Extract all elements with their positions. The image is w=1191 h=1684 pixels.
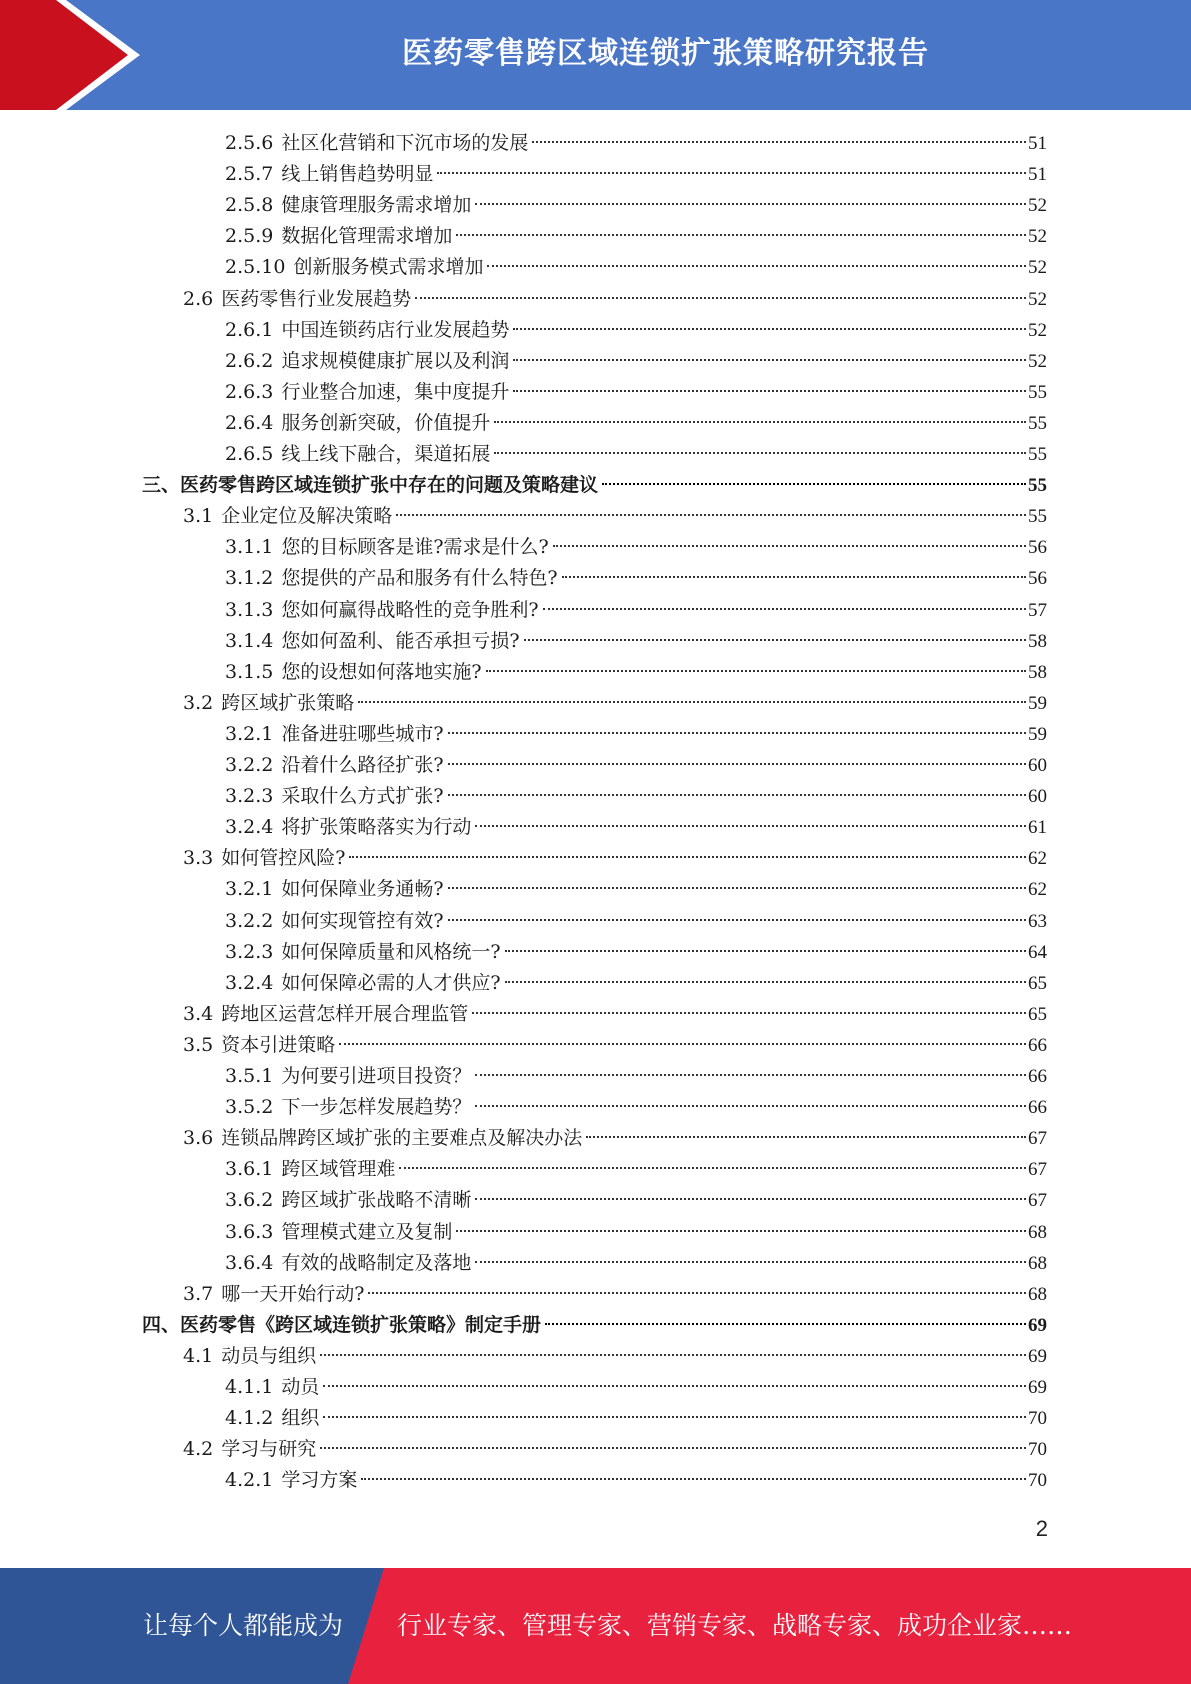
toc-dot-leader xyxy=(532,141,1026,143)
toc-entry[interactable] xyxy=(225,1061,1047,1092)
toc-entry-title: 创新服务模式需求增加 xyxy=(293,256,484,279)
toc-entry-title: 您提供的产品和服务有什么特色? xyxy=(281,567,558,590)
toc-entry-number: 3.2.4 xyxy=(225,816,274,839)
toc-entry[interactable] xyxy=(225,812,1047,843)
toc-dot-leader xyxy=(487,265,1026,267)
toc-entry-title: 如何保障必需的人才供应? xyxy=(281,971,501,994)
toc-entry-page: 62 xyxy=(1028,879,1047,901)
toc-entry-number: 3.6.3 xyxy=(225,1220,274,1243)
toc-entry-title: 学习与研究 xyxy=(221,1438,317,1461)
toc-entry-number: 3.5.1 xyxy=(225,1065,274,1087)
toc-entry-page: 60 xyxy=(1028,786,1047,808)
toc-dot-leader xyxy=(586,1136,1026,1138)
toc-entry-page: 52 xyxy=(1028,288,1047,310)
toc-dot-leader xyxy=(494,421,1026,423)
toc-entry-page: 67 xyxy=(1028,1190,1047,1212)
toc-entry[interactable] xyxy=(225,874,1047,905)
toc-entry[interactable] xyxy=(142,470,1047,501)
toc-entry-number: 3.1 xyxy=(183,505,214,528)
toc-entry-number: 2.5.8 xyxy=(225,194,274,217)
toc-entry-page: 65 xyxy=(1028,972,1047,994)
toc-entry-page: 65 xyxy=(1028,1003,1047,1025)
toc-entry[interactable] xyxy=(225,1154,1047,1185)
toc-dot-leader xyxy=(543,608,1026,610)
toc-entry-title: 跨区域扩张策略 xyxy=(221,691,355,714)
report-title: 医药零售跨区域连锁扩张策略研究报告 xyxy=(402,36,929,71)
toc-entry[interactable] xyxy=(225,128,1047,159)
toc-dot-leader xyxy=(475,825,1026,827)
toc-entry[interactable] xyxy=(183,1279,1047,1310)
toc-entry-number: 4.1.1 xyxy=(225,1376,274,1398)
toc-entry-number: 2.6 xyxy=(183,287,214,310)
toc-entry[interactable] xyxy=(225,315,1047,346)
toc-dot-leader xyxy=(349,856,1026,858)
toc-entry-title: 资本引进策略 xyxy=(221,1033,336,1056)
toc-entry-number: 4.2.1 xyxy=(225,1469,274,1492)
toc-entry-number: 3.6.1 xyxy=(225,1158,274,1181)
toc-entry-page: 59 xyxy=(1028,723,1047,745)
toc-entry-page: 70 xyxy=(1028,1439,1047,1461)
toc-dot-leader xyxy=(475,1074,1026,1076)
footer-slogan-right: 行业专家、管理专家、营销专家、战略专家、成功企业家…… xyxy=(397,1611,1073,1640)
toc-entry-title: 行业整合加速，集中度提升 xyxy=(281,380,510,403)
toc-entry[interactable] xyxy=(183,688,1047,719)
toc-dot-leader xyxy=(513,328,1026,330)
toc-entry-page: 56 xyxy=(1028,568,1047,590)
toc-entry-page: 62 xyxy=(1028,848,1047,870)
toc-entry-number: 2.5.6 xyxy=(225,132,274,154)
toc-entry-number: 4.1.2 xyxy=(225,1407,274,1430)
toc-entry-page: 68 xyxy=(1028,1252,1047,1274)
toc-entry-page: 57 xyxy=(1028,599,1047,621)
toc-entry-page: 52 xyxy=(1028,257,1047,279)
toc-dot-leader xyxy=(472,1012,1026,1014)
toc-dot-leader xyxy=(448,887,1026,889)
toc-entry[interactable] xyxy=(225,906,1047,937)
toc-dot-leader xyxy=(448,732,1026,734)
toc-dot-leader xyxy=(368,1292,1026,1294)
toc-dot-leader xyxy=(562,576,1026,578)
toc-entry-page: 55 xyxy=(1028,412,1047,434)
toc-entry[interactable] xyxy=(183,843,1047,874)
toc-entry[interactable] xyxy=(225,1465,1047,1496)
toc-dot-leader xyxy=(361,1478,1026,1480)
toc-dot-leader xyxy=(545,1323,1026,1325)
toc-entry-number: 3.5 xyxy=(183,1033,214,1056)
toc-dot-leader xyxy=(505,981,1026,983)
toc-dot-leader xyxy=(437,172,1026,174)
toc-entry-page: 69 xyxy=(1028,1345,1047,1367)
toc-entry-title: 追求规模健康扩展以及利润 xyxy=(281,349,510,372)
page-number: 2 xyxy=(1035,1516,1048,1541)
toc-entry-title: 您如何盈利、能否承担亏损? xyxy=(281,629,520,652)
toc-entry-number: 3.3 xyxy=(183,847,214,870)
toc-dot-leader xyxy=(524,639,1026,641)
toc-entry-number: 2.6.1 xyxy=(225,318,274,341)
toc-entry-page: 67 xyxy=(1028,1159,1047,1181)
toc-entry[interactable] xyxy=(142,1310,1047,1341)
toc-entry-page: 69 xyxy=(1028,1314,1047,1336)
toc-entry-page: 66 xyxy=(1028,1034,1047,1056)
toc-entry-number: 3.2.3 xyxy=(225,785,274,808)
toc-entry[interactable] xyxy=(225,595,1047,626)
toc-dot-leader xyxy=(448,919,1026,921)
toc-entry-title: 下一步怎样发展趋势？ xyxy=(281,1096,472,1119)
toc-dot-leader xyxy=(323,1385,1026,1387)
toc-dot-leader xyxy=(602,483,1026,485)
toc-entry-number: 4.1 xyxy=(183,1344,214,1367)
toc-dot-leader xyxy=(448,794,1026,796)
toc-entry-number: 2.5.9 xyxy=(225,225,274,248)
toc-entry[interactable] xyxy=(225,252,1047,283)
toc-entry-page: 64 xyxy=(1028,941,1047,963)
toc-entry[interactable] xyxy=(183,284,1047,315)
page-footer xyxy=(0,1568,1191,1684)
toc-entry[interactable] xyxy=(225,408,1047,439)
toc-entry[interactable] xyxy=(183,999,1047,1030)
toc-entry-number: 3.2.1 xyxy=(225,878,274,901)
toc-entry[interactable] xyxy=(225,532,1047,563)
toc-entry[interactable] xyxy=(225,1248,1047,1279)
toc-entry-title: 线上线下融合，渠道拓展 xyxy=(281,443,491,465)
toc-entry-number: 2.5.7 xyxy=(225,163,274,186)
toc-dot-leader xyxy=(358,701,1026,703)
toc-entry-number: 3.1.5 xyxy=(225,660,274,683)
toc-entry-number: 3.2.3 xyxy=(225,940,274,963)
toc-entry[interactable] xyxy=(225,221,1047,252)
toc-entry-title: 如何实现管控有效? xyxy=(281,909,444,932)
toc-entry-page: 66 xyxy=(1028,1066,1047,1087)
toc-entry[interactable] xyxy=(225,439,1047,470)
toc-entry-number: 3.4 xyxy=(183,1002,214,1025)
toc-entry[interactable] xyxy=(225,657,1047,688)
toc-entry[interactable] xyxy=(183,1030,1047,1061)
toc-entry-title: 为何要引进项目投资？ xyxy=(281,1065,472,1087)
toc-entry-number: 3.1.1 xyxy=(225,536,274,559)
toc-entry-number: 2.6.3 xyxy=(225,380,274,403)
toc-dot-leader xyxy=(486,670,1026,672)
toc-entry-number: 2.5.10 xyxy=(225,256,286,279)
toc-entry-number: 3.5.2 xyxy=(225,1096,274,1119)
toc-entry[interactable] xyxy=(183,501,1047,532)
toc-entry-title: 企业定位及解决策略 xyxy=(221,505,393,528)
toc-dot-leader xyxy=(475,203,1026,205)
toc-entry-page: 52 xyxy=(1028,195,1047,217)
toc-entry[interactable] xyxy=(225,781,1047,812)
toc-dot-leader xyxy=(323,1416,1026,1418)
toc-dot-leader xyxy=(320,1354,1026,1356)
toc-entry-title: 服务创新突破，价值提升 xyxy=(281,411,491,434)
toc-dot-leader xyxy=(475,1105,1026,1107)
toc-entry-number: 3.7 xyxy=(183,1282,214,1305)
toc-entry-title: 跨地区运营怎样开展合理监管 xyxy=(221,1002,469,1025)
toc-entry[interactable] xyxy=(225,937,1047,968)
toc-entry[interactable] xyxy=(225,750,1047,781)
toc-dot-leader xyxy=(553,545,1026,547)
toc-dot-leader xyxy=(456,234,1026,236)
toc-dot-leader xyxy=(456,1230,1026,1232)
toc-dot-leader xyxy=(505,950,1026,952)
toc-entry[interactable] xyxy=(183,1123,1047,1154)
toc-dot-leader xyxy=(320,1447,1026,1449)
toc-entry[interactable] xyxy=(225,1185,1047,1216)
toc-entry-title: 健康管理服务需求增加 xyxy=(281,194,472,217)
toc-entry[interactable] xyxy=(225,377,1047,408)
toc-entry-title: 如何保障业务通畅? xyxy=(281,878,444,901)
toc-entry-page: 55 xyxy=(1028,506,1047,528)
toc-entry[interactable] xyxy=(225,190,1047,221)
footer-slogan-left: 让每个人都能成为 xyxy=(143,1611,344,1640)
toc-dot-leader xyxy=(513,359,1026,361)
toc-entry-page: 55 xyxy=(1028,444,1047,465)
toc-entry-title: 如何保障质量和风格统一? xyxy=(281,940,501,963)
toc-entry[interactable] xyxy=(225,563,1047,594)
toc-entry-title: 管理模式建立及复制 xyxy=(281,1220,453,1243)
toc-entry-title: 动员 xyxy=(281,1376,320,1398)
toc-entry-number: 3.6 xyxy=(183,1127,214,1150)
toc-entry-page: 68 xyxy=(1028,1283,1047,1305)
toc-entry-title: 您的目标顾客是谁?需求是什么? xyxy=(281,536,549,559)
toc-entry[interactable] xyxy=(225,1092,1047,1123)
toc-dot-leader xyxy=(448,763,1026,765)
toc-entry-page: 51 xyxy=(1028,164,1047,186)
toc-entry-title: 将扩张策略落实为行动 xyxy=(281,816,472,839)
toc-entry-number: 4.2 xyxy=(183,1438,214,1461)
toc-entry-title: 四、医药零售《跨区域连锁扩张策略》制定手册 xyxy=(142,1313,542,1336)
toc-entry-title: 跨区域扩张战略不清晰 xyxy=(281,1189,472,1212)
toc-entry-page: 61 xyxy=(1028,817,1047,839)
toc-entry-number: 2.6.2 xyxy=(225,349,274,372)
toc-entry-title: 哪一天开始行动? xyxy=(221,1282,365,1305)
toc-entry-page: 59 xyxy=(1028,692,1047,714)
toc-entry-number: 3.2.2 xyxy=(225,754,274,776)
toc-entry-number: 3.2.2 xyxy=(225,909,274,932)
toc-entry-page: 56 xyxy=(1028,537,1047,559)
toc-entry-title: 组织 xyxy=(281,1407,320,1430)
toc-entry-number: 2.6.5 xyxy=(225,443,274,465)
toc-entry-number: 3.1.4 xyxy=(225,629,274,652)
toc-entry-title: 沿着什么路径扩张? xyxy=(281,754,444,776)
toc-entry[interactable] xyxy=(225,1372,1047,1403)
toc-entry-number: 3.1.2 xyxy=(225,567,274,590)
toc-entry-page: 60 xyxy=(1028,755,1047,776)
toc-entry-number: 3.6.4 xyxy=(225,1251,274,1274)
toc-entry-page: 52 xyxy=(1028,226,1047,248)
toc-entry-page: 58 xyxy=(1028,661,1047,683)
toc-entry[interactable] xyxy=(225,1403,1047,1434)
toc-entry-number: 3.6.2 xyxy=(225,1189,274,1212)
toc-entry-title: 如何管控风险? xyxy=(221,847,346,870)
toc-entry-title: 有效的战略制定及落地 xyxy=(281,1251,472,1274)
toc-entry-number: 3.2.1 xyxy=(225,722,274,745)
toc-entry-title: 线上销售趋势明显 xyxy=(281,163,434,186)
toc-dot-leader xyxy=(475,1261,1026,1263)
toc-entry-title: 跨区域管理难 xyxy=(281,1158,396,1181)
toc-entry[interactable] xyxy=(225,346,1047,377)
toc-dot-leader xyxy=(415,297,1026,299)
toc-entry[interactable] xyxy=(225,968,1047,999)
toc-entry-title: 采取什么方式扩张? xyxy=(281,785,444,808)
toc-entry[interactable] xyxy=(183,1341,1047,1372)
toc-entry-title: 社区化营销和下沉市场的发展 xyxy=(281,132,529,154)
toc-entry-page: 55 xyxy=(1028,381,1047,403)
toc-entry-number: 3.2.4 xyxy=(225,971,274,994)
toc-entry-page: 66 xyxy=(1028,1097,1047,1119)
toc-dot-leader xyxy=(494,452,1026,454)
page-header xyxy=(0,0,1191,110)
toc-entry-page: 70 xyxy=(1028,1408,1047,1430)
toc-dot-leader xyxy=(399,1167,1026,1169)
toc-entry-number: 2.6.4 xyxy=(225,411,274,434)
toc-entry-number: 3.2 xyxy=(183,691,214,714)
toc-dot-leader xyxy=(475,1198,1026,1200)
toc-entry-title: 三、医药零售跨区域连锁扩张中存在的问题及策略建议 xyxy=(142,474,599,497)
toc-entry-page: 69 xyxy=(1028,1377,1047,1398)
toc-entry-page: 70 xyxy=(1028,1470,1047,1492)
toc-dot-leader xyxy=(339,1043,1026,1045)
toc-entry-title: 医药零售行业发展趋势 xyxy=(221,287,412,310)
toc-entry[interactable] xyxy=(225,719,1047,750)
toc-entry-number: 3.1.3 xyxy=(225,598,274,621)
toc-entry-title: 数据化管理需求增加 xyxy=(281,225,453,248)
toc-entry-title: 准备进驻哪些城市? xyxy=(281,722,444,745)
toc-dot-leader xyxy=(513,390,1026,392)
toc-entry[interactable] xyxy=(183,1434,1047,1465)
toc-entry[interactable] xyxy=(225,1217,1047,1248)
toc-entry-page: 52 xyxy=(1028,350,1047,372)
toc-entry-title: 中国连锁药店行业发展趋势 xyxy=(281,318,510,341)
toc-entry-page: 51 xyxy=(1028,133,1047,154)
toc-entry[interactable] xyxy=(225,159,1047,190)
toc-entry-page: 58 xyxy=(1028,630,1047,652)
toc-entry[interactable] xyxy=(225,626,1047,657)
toc-entry-page: 67 xyxy=(1028,1128,1047,1150)
toc-entry-page: 63 xyxy=(1028,910,1047,932)
toc-entry-page: 68 xyxy=(1028,1221,1047,1243)
toc-entry-title: 您的设想如何落地实施? xyxy=(281,660,482,683)
toc-dot-leader xyxy=(396,514,1026,516)
toc-entry-title: 您如何赢得战略性的竞争胜利? xyxy=(281,598,539,621)
toc-entry-title: 学习方案 xyxy=(281,1469,358,1492)
toc-entry-page: 52 xyxy=(1028,319,1047,341)
toc-entry-title: 动员与组织 xyxy=(221,1344,317,1367)
toc-entry-title: 连锁品牌跨区域扩张的主要难点及解决办法 xyxy=(221,1127,583,1150)
toc-entry-page: 55 xyxy=(1028,475,1047,497)
